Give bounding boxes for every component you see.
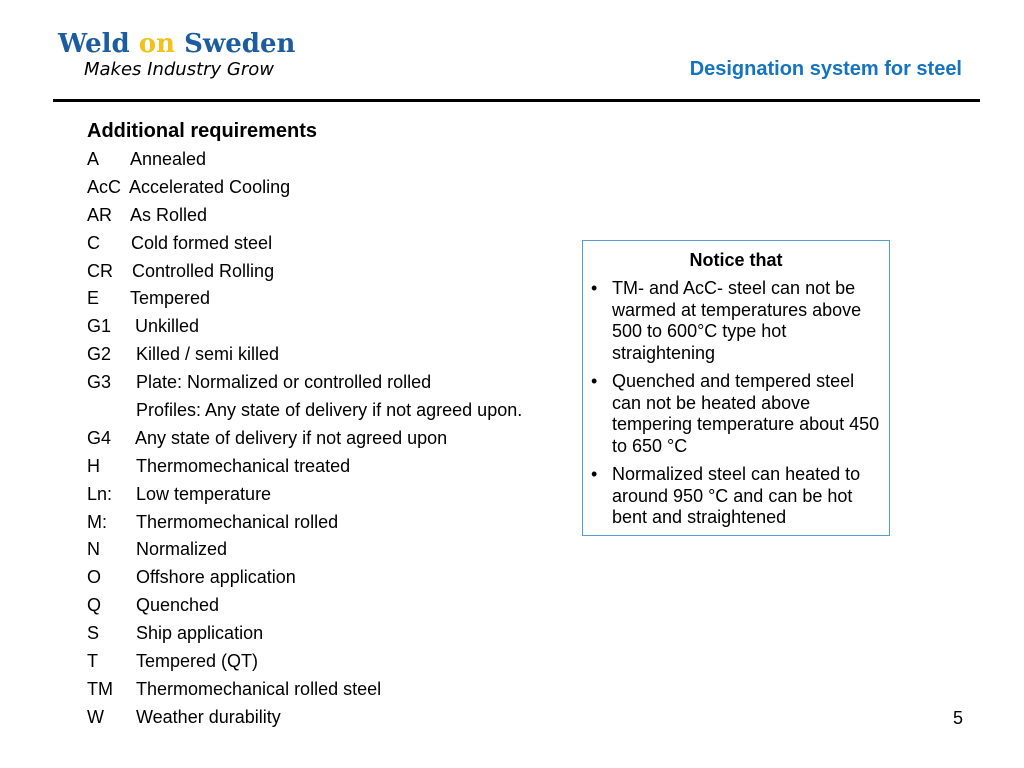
notice-item (591, 278, 883, 364)
requirement-description: Normalized (136, 539, 228, 560)
requirement-item (87, 314, 200, 342)
requirement-item (87, 175, 291, 203)
notice-list (591, 278, 883, 536)
requirement-code: Ln: (87, 483, 113, 504)
requirement-code: TM (87, 678, 113, 699)
requirement-description: Profiles: Any state of delivery if not agreed upon. (136, 400, 523, 421)
requirement-code: G3 (87, 372, 112, 393)
requirement-code: CR (87, 260, 113, 281)
requirement-description: Annealed (130, 149, 207, 169)
notice-item (591, 371, 883, 457)
requirement-item (87, 677, 382, 705)
requirement-item (87, 398, 523, 426)
requirement-description: Unkilled (135, 316, 200, 337)
requirement-description: Thermomechanical rolled (136, 511, 339, 532)
tagline: Makes Industry Grow (84, 59, 275, 80)
requirement-description: Ship application (136, 623, 264, 644)
requirement-description: Accelerated Cooling (129, 176, 291, 197)
requirements-list (87, 147, 523, 733)
section-heading: Additional requirements (87, 120, 318, 142)
requirement-item (87, 593, 220, 621)
requirement-description: Plate: Normalized or controlled rolled (136, 372, 432, 393)
requirement-description: Controlled Rolling (132, 260, 275, 281)
requirement-code: S (87, 623, 100, 644)
requirement-item (87, 231, 273, 259)
requirement-item (87, 342, 280, 370)
requirement-code: O (87, 567, 102, 588)
logo (58, 28, 295, 60)
logo-word-on: on (138, 29, 175, 59)
notice-item-text: Quenched and tempered steel can not be heated above tempering temperature about 450 to 650 °C (612, 371, 880, 456)
requirement-item (87, 147, 207, 175)
requirement-code: A (87, 149, 100, 169)
requirement-code: G1 (87, 316, 112, 337)
bullet-icon: • (591, 464, 598, 484)
requirement-description: As Rolled (130, 204, 208, 225)
requirement-code: H (87, 455, 100, 476)
requirement-item (87, 565, 296, 593)
requirement-item (87, 426, 448, 454)
requirement-code: Q (87, 595, 102, 616)
requirement-item (87, 510, 339, 538)
header-divider (53, 99, 980, 102)
requirement-item (87, 259, 275, 287)
requirement-description: Thermomechanical treated (136, 455, 351, 476)
requirement-item (87, 537, 228, 565)
requirement-description: Tempered (130, 288, 211, 309)
requirement-description: Low temperature (136, 483, 272, 504)
requirement-code: E (87, 288, 100, 309)
requirement-description: Quenched (136, 595, 220, 616)
notice-item-text: TM- and AcC- steel can not be warmed at temperatures above 500 to 600°C type hot straightening (612, 278, 862, 363)
requirement-code: G4 (87, 427, 112, 448)
requirement-code: W (87, 706, 104, 727)
requirement-description: Thermomechanical rolled steel (136, 678, 382, 699)
requirement-item (87, 705, 281, 733)
requirement-item (87, 482, 272, 510)
requirement-code: AcC (87, 176, 122, 197)
logo-word-sweden: Sweden (184, 29, 296, 59)
page-title: Designation system for steel (689, 58, 962, 80)
requirement-item (87, 621, 264, 649)
requirement-code: G2 (87, 344, 112, 365)
notice-item-text: Normalized steel can heated to around 950 °C and can be hot bent and straightened (612, 464, 861, 527)
requirement-description: Weather durability (136, 706, 281, 727)
requirement-code: AR (87, 204, 113, 225)
requirement-description: Killed / semi killed (136, 344, 280, 365)
requirement-item (87, 286, 211, 314)
requirement-description: Offshore application (136, 567, 296, 588)
requirement-item (87, 370, 432, 398)
notice-item (591, 464, 883, 529)
bullet-icon: • (591, 278, 598, 298)
requirement-description: Cold formed steel (131, 232, 273, 253)
requirement-item (87, 649, 259, 677)
requirement-description: Any state of delivery if not agreed upon (135, 427, 448, 448)
bullet-icon: • (591, 371, 598, 391)
requirement-code: N (87, 539, 100, 560)
requirement-item (87, 454, 351, 482)
requirement-item (87, 203, 208, 231)
requirement-code: T (87, 651, 98, 672)
logo-word-weld: Weld (58, 29, 130, 59)
page-number: 5 (952, 708, 963, 728)
requirement-code: C (87, 232, 100, 253)
notice-title: Notice that (689, 250, 783, 270)
notice-box (582, 240, 890, 536)
requirement-description: Tempered (QT) (136, 651, 259, 672)
requirement-code: M: (87, 511, 107, 532)
